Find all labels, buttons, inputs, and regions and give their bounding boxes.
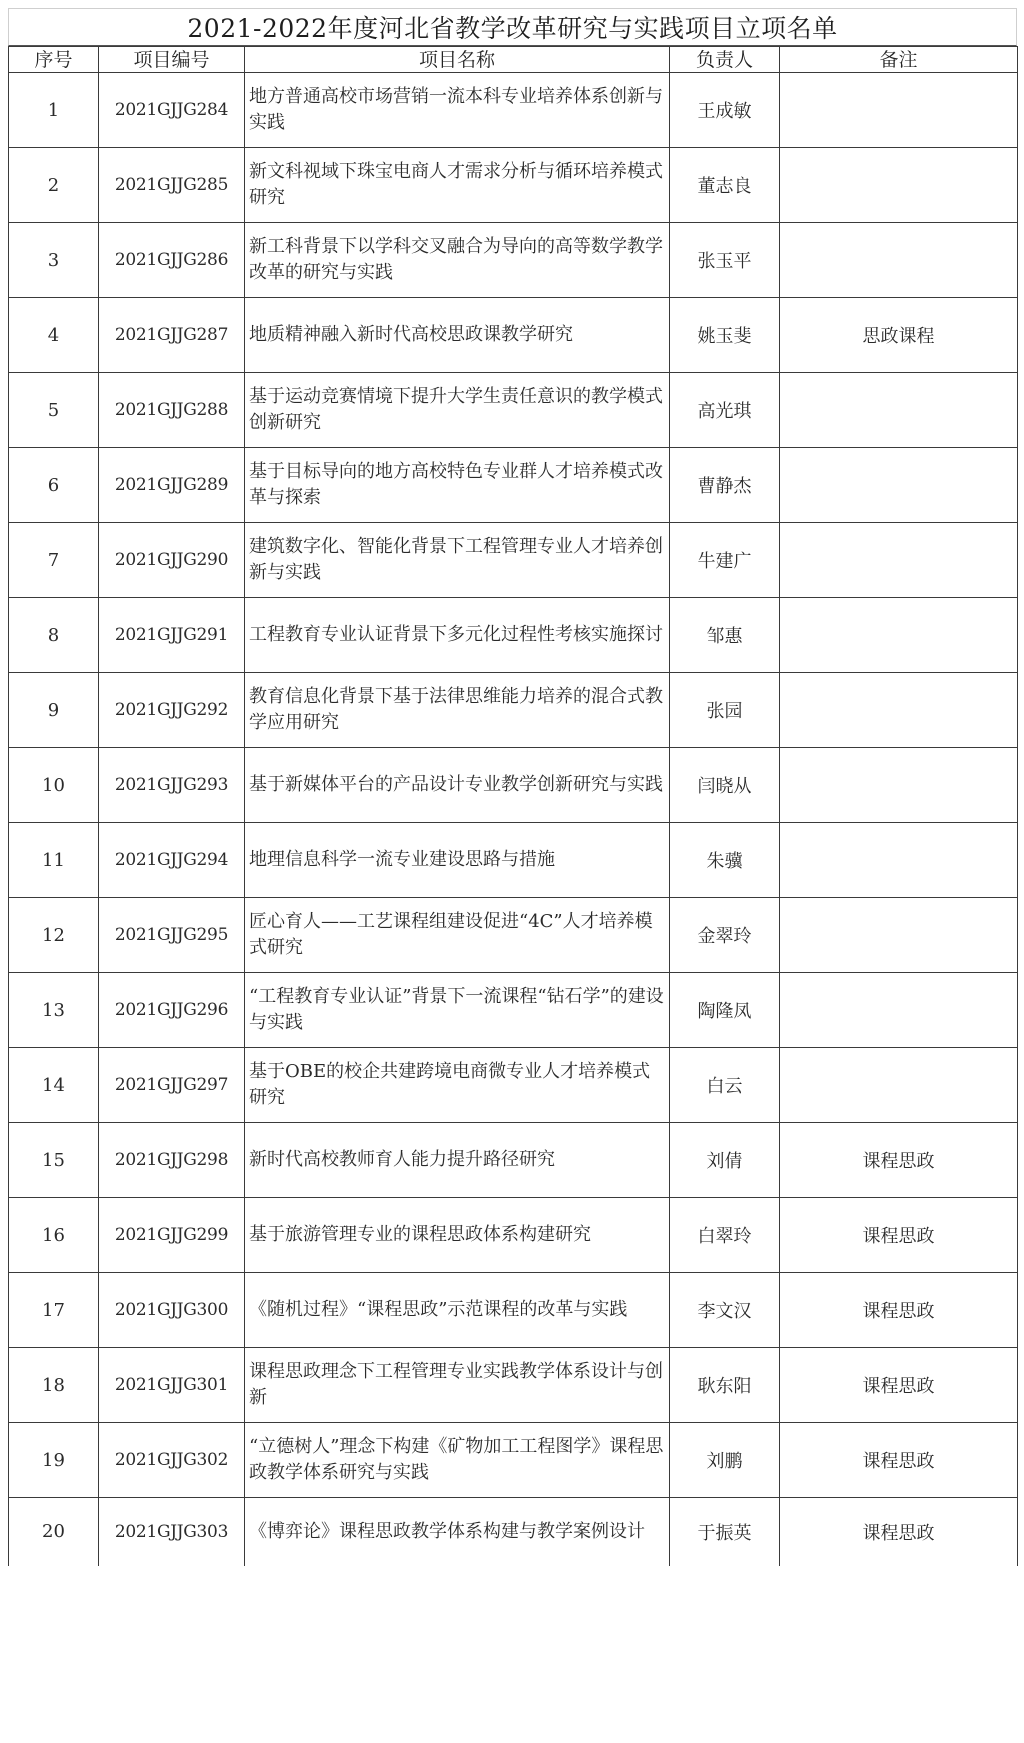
cell-name: 新工科背景下以学科交叉融合为导向的高等数学教学改革的研究与实践 — [245, 223, 670, 298]
table-row — [9, 1198, 1018, 1273]
cell-name: 课程思政理念下工程管理专业实践教学体系设计与创新 — [245, 1348, 670, 1423]
cell-name: 新时代高校教师育人能力提升路径研究 — [245, 1123, 670, 1198]
cell-person: 于振英 — [670, 1498, 780, 1566]
cell-seq: 14 — [9, 1048, 99, 1123]
cell-name: 《博弈论》课程思政教学体系构建与教学案例设计 — [245, 1498, 670, 1566]
cell-code: 2021GJJG287 — [99, 298, 245, 373]
cell-code: 2021GJJG286 — [99, 223, 245, 298]
table-row — [9, 973, 1018, 1048]
header-name: 项目名称 — [245, 47, 670, 73]
cell-seq: 12 — [9, 898, 99, 973]
cell-seq: 7 — [9, 523, 99, 598]
cell-seq: 2 — [9, 148, 99, 223]
cell-seq: 20 — [9, 1498, 99, 1566]
cell-seq: 18 — [9, 1348, 99, 1423]
table-row — [9, 598, 1018, 673]
table-row — [9, 223, 1018, 298]
cell-seq: 1 — [9, 73, 99, 148]
cell-code: 2021GJJG291 — [99, 598, 245, 673]
document-title: 2021-2022年度河北省教学改革研究与实践项目立项名单 — [8, 8, 1017, 46]
cell-note — [780, 748, 1018, 823]
table-header-row — [9, 47, 1018, 73]
cell-code: 2021GJJG289 — [99, 448, 245, 523]
table-row — [9, 1048, 1018, 1123]
cell-note — [780, 673, 1018, 748]
header-person: 负责人 — [670, 47, 780, 73]
table-row — [9, 1123, 1018, 1198]
cell-person: 金翠玲 — [670, 898, 780, 973]
cell-note — [780, 973, 1018, 1048]
cell-code: 2021GJJG295 — [99, 898, 245, 973]
cell-code: 2021GJJG284 — [99, 73, 245, 148]
cell-note — [780, 898, 1018, 973]
table-row — [9, 1423, 1018, 1498]
cell-name: 地理信息科学一流专业建设思路与措施 — [245, 823, 670, 898]
cell-note: 课程思政 — [780, 1198, 1018, 1273]
cell-person: 李文汉 — [670, 1273, 780, 1348]
cell-name: 工程教育专业认证背景下多元化过程性考核实施探讨 — [245, 598, 670, 673]
table-row — [9, 1348, 1018, 1423]
cell-person: 刘倩 — [670, 1123, 780, 1198]
cell-person: 刘鹏 — [670, 1423, 780, 1498]
cell-name: 基于目标导向的地方高校特色专业群人才培养模式改革与探索 — [245, 448, 670, 523]
cell-seq: 11 — [9, 823, 99, 898]
cell-seq: 8 — [9, 598, 99, 673]
cell-name: 基于新媒体平台的产品设计专业教学创新研究与实践 — [245, 748, 670, 823]
cell-person: 曹静杰 — [670, 448, 780, 523]
cell-note — [780, 523, 1018, 598]
project-table — [8, 46, 1018, 1566]
cell-person: 张园 — [670, 673, 780, 748]
cell-seq: 19 — [9, 1423, 99, 1498]
table-row — [9, 373, 1018, 448]
cell-name: 匠心育人——工艺课程组建设促进“4C”人才培养模式研究 — [245, 898, 670, 973]
cell-name: 基于旅游管理专业的课程思政体系构建研究 — [245, 1198, 670, 1273]
cell-code: 2021GJJG290 — [99, 523, 245, 598]
cell-seq: 13 — [9, 973, 99, 1048]
cell-person: 白翠玲 — [670, 1198, 780, 1273]
cell-code: 2021GJJG294 — [99, 823, 245, 898]
cell-person: 陶隆凤 — [670, 973, 780, 1048]
header-note: 备注 — [780, 47, 1018, 73]
cell-person: 闫晓从 — [670, 748, 780, 823]
cell-note: 课程思政 — [780, 1348, 1018, 1423]
cell-name: 建筑数字化、智能化背景下工程管理专业人才培养创新与实践 — [245, 523, 670, 598]
cell-seq: 10 — [9, 748, 99, 823]
cell-name: 《随机过程》“课程思政”示范课程的改革与实践 — [245, 1273, 670, 1348]
table-row — [9, 298, 1018, 373]
project-list-sheet — [8, 8, 1017, 1566]
cell-person: 姚玉斐 — [670, 298, 780, 373]
cell-person: 王成敏 — [670, 73, 780, 148]
cell-note — [780, 1048, 1018, 1123]
cell-note — [780, 223, 1018, 298]
cell-seq: 6 — [9, 448, 99, 523]
cell-name: 教育信息化背景下基于法律思维能力培养的混合式教学应用研究 — [245, 673, 670, 748]
cell-note: 课程思政 — [780, 1498, 1018, 1566]
cell-code: 2021GJJG299 — [99, 1198, 245, 1273]
cell-name: 地质精神融入新时代高校思政课教学研究 — [245, 298, 670, 373]
cell-code: 2021GJJG293 — [99, 748, 245, 823]
cell-code: 2021GJJG292 — [99, 673, 245, 748]
table-row — [9, 73, 1018, 148]
table-row — [9, 148, 1018, 223]
cell-seq: 3 — [9, 223, 99, 298]
cell-seq: 5 — [9, 373, 99, 448]
cell-person: 牛建广 — [670, 523, 780, 598]
cell-code: 2021GJJG301 — [99, 1348, 245, 1423]
cell-person: 邹惠 — [670, 598, 780, 673]
cell-person: 张玉平 — [670, 223, 780, 298]
cell-person: 高光琪 — [670, 373, 780, 448]
table-row — [9, 448, 1018, 523]
cell-note — [780, 823, 1018, 898]
cell-code: 2021GJJG298 — [99, 1123, 245, 1198]
cell-name: 基于OBE的校企共建跨境电商微专业人才培养模式研究 — [245, 1048, 670, 1123]
cell-code: 2021GJJG285 — [99, 148, 245, 223]
cell-person: 朱骥 — [670, 823, 780, 898]
cell-note — [780, 448, 1018, 523]
table-row — [9, 1498, 1018, 1566]
cell-seq: 4 — [9, 298, 99, 373]
cell-seq: 9 — [9, 673, 99, 748]
cell-name: 新文科视域下珠宝电商人才需求分析与循环培养模式研究 — [245, 148, 670, 223]
cell-code: 2021GJJG300 — [99, 1273, 245, 1348]
cell-code: 2021GJJG297 — [99, 1048, 245, 1123]
cell-name: 基于运动竞赛情境下提升大学生责任意识的教学模式创新研究 — [245, 373, 670, 448]
table-row — [9, 823, 1018, 898]
cell-note — [780, 148, 1018, 223]
cell-note: 课程思政 — [780, 1123, 1018, 1198]
cell-note — [780, 73, 1018, 148]
cell-seq: 16 — [9, 1198, 99, 1273]
cell-code: 2021GJJG302 — [99, 1423, 245, 1498]
cell-code: 2021GJJG303 — [99, 1498, 245, 1566]
table-row — [9, 748, 1018, 823]
cell-seq: 17 — [9, 1273, 99, 1348]
table-row — [9, 523, 1018, 598]
cell-name: “工程教育专业认证”背景下一流课程“钻石学”的建设与实践 — [245, 973, 670, 1048]
cell-person: 董志良 — [670, 148, 780, 223]
header-code: 项目编号 — [99, 47, 245, 73]
cell-name: “立德树人”理念下构建《矿物加工工程图学》课程思政教学体系研究与实践 — [245, 1423, 670, 1498]
cell-person: 耿东阳 — [670, 1348, 780, 1423]
cell-note: 课程思政 — [780, 1273, 1018, 1348]
cell-note — [780, 373, 1018, 448]
cell-note — [780, 598, 1018, 673]
cell-code: 2021GJJG296 — [99, 973, 245, 1048]
cell-note: 课程思政 — [780, 1423, 1018, 1498]
cell-name: 地方普通高校市场营销一流本科专业培养体系创新与实践 — [245, 73, 670, 148]
table-row — [9, 1273, 1018, 1348]
table-row — [9, 898, 1018, 973]
cell-person: 白云 — [670, 1048, 780, 1123]
table-row — [9, 673, 1018, 748]
cell-note: 思政课程 — [780, 298, 1018, 373]
header-seq: 序号 — [9, 47, 99, 73]
cell-code: 2021GJJG288 — [99, 373, 245, 448]
cell-seq: 15 — [9, 1123, 99, 1198]
